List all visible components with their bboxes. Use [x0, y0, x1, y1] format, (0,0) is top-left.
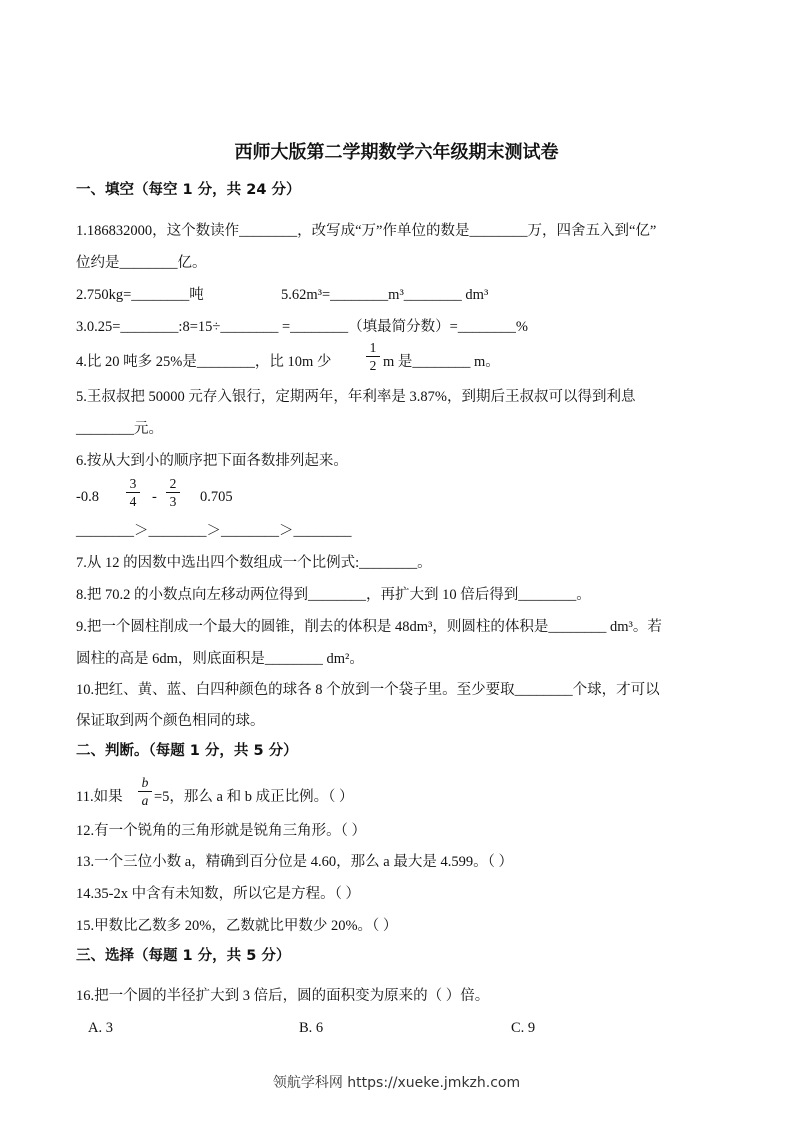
- fraction-numerator: 1: [369, 340, 377, 355]
- section-heading-multiple-choice: 三、选择（每题 1 分，共 5 分）: [76, 948, 291, 964]
- fraction-numerator: 2: [169, 476, 177, 491]
- section-heading-true-false: 二、判断。（每题 1 分，共 5 分）: [76, 743, 298, 759]
- question-6-number-2: 0.705: [200, 489, 233, 505]
- question-4-part-a: 4.比 20 吨多 25%是________，比 10m 少: [76, 354, 332, 370]
- fraction-three-quarters: [126, 476, 140, 509]
- question-10-line-1: 10.把红、黄、蓝、白四种颜色的球各 8 个放到一个袋子里。至少要取________个球，才可以: [76, 682, 660, 698]
- section-heading-fill-in: 一、填空（每空 1 分，共 24 分）: [76, 182, 301, 198]
- question-11-part-a: 11.如果: [76, 789, 123, 805]
- fraction-denominator: 2: [369, 358, 377, 373]
- question-7: 7.从 12 的因数中选出四个数组成一个比例式:________。: [76, 555, 432, 571]
- question-5-line-2: ________元。: [76, 421, 163, 437]
- fraction-numerator: b: [141, 775, 149, 790]
- fraction-bar: [166, 492, 180, 493]
- question-4-part-b: m 是________ m。: [383, 354, 500, 370]
- fraction-b-over-a: [138, 775, 152, 808]
- footer-watermark: 领航学科网 https://xueke.jmkzh.com: [272, 1075, 521, 1091]
- question-16-option-c: C. 9: [511, 1020, 536, 1036]
- question-16-stem: 16.把一个圆的半径扩大到 3 倍后，圆的面积变为原来的（ ）倍。: [76, 988, 490, 1004]
- question-16-option-a: A. 3: [88, 1020, 113, 1036]
- question-14: 14.35-2x 中含有未知数，所以它是方程。（ ）: [76, 886, 360, 902]
- fraction-one-half: [366, 340, 380, 373]
- question-15: 15.甲数比乙数多 20%，乙数就比甲数少 20%。（ ）: [76, 918, 398, 934]
- fraction-denominator: 3: [169, 494, 177, 509]
- fraction-denominator: a: [141, 793, 149, 808]
- question-13: 13.一个三位小数 a，精确到百分位是 4.60，那么 a 最大是 4.599。（ ）: [76, 854, 513, 870]
- question-6-order-blanks: ________＞________＞________＞________: [76, 523, 352, 539]
- question-11-part-b: =5，那么 a 和 b 成正比例。（ ）: [154, 789, 354, 805]
- fraction-bar: [138, 791, 152, 792]
- page-title: 西师大版第二学期数学六年级期末测试卷: [234, 142, 559, 163]
- question-6-line-1: 6.按从大到小的顺序把下面各数排列起来。: [76, 453, 348, 469]
- fraction-bar: [126, 492, 140, 493]
- fraction-bar: [366, 356, 380, 357]
- question-16-option-b: B. 6: [299, 1020, 324, 1036]
- question-2-part-a: 2.750kg=________吨: [76, 287, 204, 303]
- question-1-line-1: 1.186832000，这个数读作________，改写成“万”作单位的数是________万，四舍五入到“亿”: [76, 223, 657, 239]
- question-10-line-2: 保证取到两个颜色相同的球。: [76, 713, 265, 729]
- question-6-minus-sign: -: [152, 489, 157, 505]
- fraction-denominator: 4: [129, 494, 137, 509]
- question-2-part-b: 5.62m³=________m³________ dm³: [281, 287, 489, 303]
- question-12: 12.有一个锐角的三角形就是锐角三角形。（ ）: [76, 823, 366, 839]
- question-1-line-2: 位约是________亿。: [76, 255, 207, 271]
- question-5-line-1: 5.王叔叔把 50000 元存入银行，定期两年，年利率是 3.87%，到期后王叔叔可以得到利息: [76, 389, 636, 405]
- question-8: 8.把 70.2 的小数点向左移动两位得到________，再扩大到 10 倍后得到________。: [76, 587, 591, 603]
- fraction-numerator: 3: [129, 476, 137, 491]
- question-9-line-2: 圆柱的高是 6dm，则底面积是________ dm²。: [76, 651, 364, 667]
- question-9-line-1: 9.把一个圆柱削成一个最大的圆锥，削去的体积是 48dm³，则圆柱的体积是________ dm³。若: [76, 619, 662, 635]
- question-3: 3.0.25=________:8=15÷________ =________（填最简分数）=________%: [76, 319, 528, 335]
- question-6-number-1: -0.8: [76, 489, 99, 505]
- fraction-two-thirds: [166, 476, 180, 509]
